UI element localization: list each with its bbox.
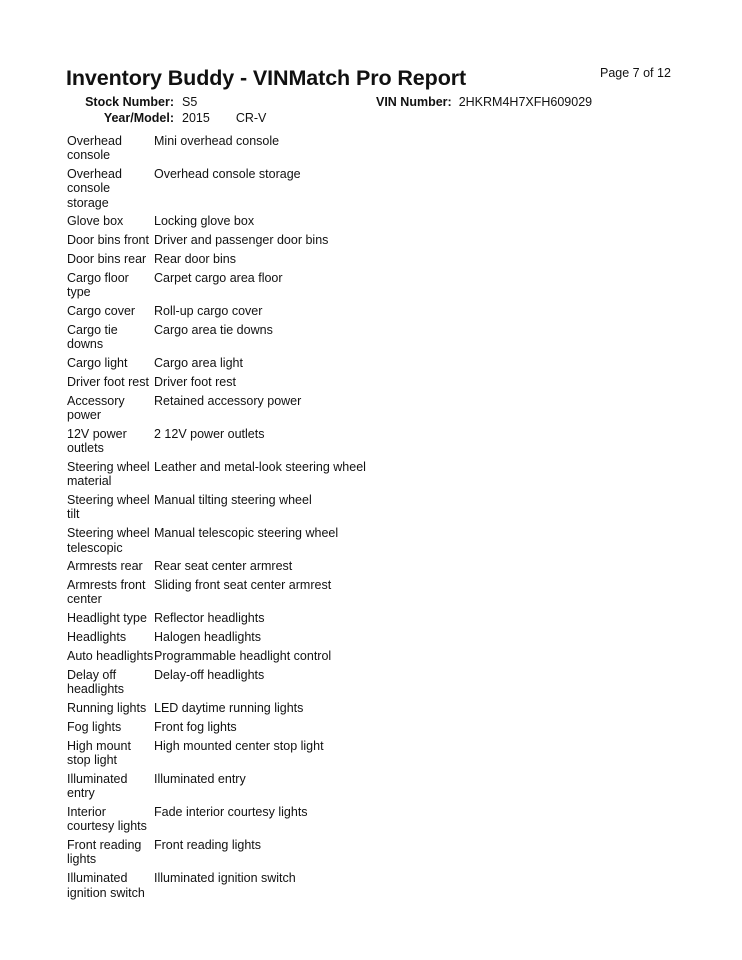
feature-name: Overhead console	[67, 134, 122, 163]
feature-row	[67, 559, 447, 573]
feature-value: High mounted center stop light	[154, 738, 324, 753]
feature-value: 2 12V power outlets	[154, 427, 265, 442]
feature-name: Illuminated entry	[67, 772, 128, 801]
feature-value: Fade interior courtesy lights	[154, 805, 308, 820]
feature-value: Driver foot rest	[154, 375, 236, 390]
vin-number	[376, 95, 592, 109]
feature-value: Retained accessory power	[154, 393, 302, 408]
feature-value: Roll-up cargo cover	[154, 304, 263, 319]
feature-row	[67, 630, 447, 644]
feature-name: Cargo floor type	[67, 271, 129, 300]
feature-row	[67, 838, 447, 866]
feature-name: Fog lights	[67, 720, 122, 735]
feature-row	[67, 252, 447, 266]
feature-name: Door bins rear	[67, 252, 147, 267]
feature-name: Auto headlights	[67, 649, 154, 664]
feature-value: Carpet cargo area floor	[154, 271, 283, 286]
feature-row	[67, 375, 447, 389]
feature-row	[67, 134, 447, 162]
feature-list	[67, 134, 447, 904]
feature-value: Cargo area tie downs	[154, 323, 273, 338]
stock-number-value: S5	[182, 95, 198, 109]
year-model-label: Year/Model:	[103, 111, 174, 125]
feature-row	[67, 394, 447, 422]
feature-name: Overhead console storage	[67, 167, 122, 210]
stock-number	[66, 95, 197, 109]
feature-name: Delay off headlights	[67, 668, 124, 697]
feature-value: Overhead console storage	[154, 167, 301, 182]
feature-value: Cargo area light	[154, 356, 243, 371]
feature-value: Rear seat center armrest	[154, 559, 293, 574]
feature-name: Running lights	[67, 701, 147, 716]
year-model	[66, 111, 266, 125]
feature-value: Locking glove box	[154, 214, 255, 229]
feature-value: Front reading lights	[154, 838, 262, 853]
feature-name: Headlights	[67, 630, 127, 645]
feature-row	[67, 233, 447, 247]
feature-value: Manual tilting steering wheel	[154, 493, 312, 508]
feature-value: Driver and passenger door bins	[154, 233, 329, 248]
feature-row	[67, 701, 447, 715]
feature-value: Rear door bins	[154, 252, 236, 267]
feature-row	[67, 805, 447, 833]
feature-name: Steering wheel tilt	[67, 493, 150, 522]
feature-row	[67, 611, 447, 625]
model-value: CR-V	[235, 111, 267, 125]
feature-name: Glove box	[67, 214, 124, 229]
feature-row	[67, 649, 447, 663]
vin-number-value: 2HKRM4H7XFH609029	[458, 95, 593, 109]
feature-row	[67, 167, 447, 210]
feature-row	[67, 323, 447, 351]
feature-value: LED daytime running lights	[154, 701, 304, 716]
feature-name: 12V power outlets	[67, 427, 127, 456]
feature-name: Illuminated ignition switch	[67, 871, 145, 900]
feature-row	[67, 772, 447, 800]
feature-name: Armrests front center	[67, 578, 146, 607]
feature-row	[67, 493, 447, 521]
feature-name: Cargo cover	[67, 304, 136, 319]
feature-name: Cargo light	[67, 356, 128, 371]
feature-row	[67, 214, 447, 228]
feature-value: Sliding front seat center armrest	[154, 578, 332, 593]
feature-name: Interior courtesy lights	[67, 805, 147, 834]
feature-name: Door bins front	[67, 233, 149, 248]
feature-row	[67, 356, 447, 370]
feature-value: Programmable headlight control	[154, 649, 332, 664]
feature-name: Steering wheel telescopic	[67, 526, 150, 555]
feature-row	[67, 304, 447, 318]
feature-row	[67, 871, 447, 899]
feature-name: Driver foot rest	[67, 375, 149, 390]
feature-row	[67, 427, 447, 455]
feature-name: Steering wheel material	[67, 460, 150, 489]
feature-row	[67, 526, 447, 554]
feature-value: Mini overhead console	[154, 134, 280, 148]
feature-row	[67, 720, 447, 734]
feature-value: Front fog lights	[154, 720, 237, 735]
feature-value: Reflector headlights	[154, 611, 265, 626]
feature-value: Leather and metal-look steering wheel	[154, 460, 366, 475]
feature-row	[67, 739, 447, 767]
feature-name: Headlight type	[67, 611, 147, 626]
feature-row	[67, 578, 447, 606]
feature-name: Armrests rear	[67, 559, 143, 574]
feature-value: Delay-off headlights	[154, 668, 265, 683]
feature-row	[67, 460, 447, 488]
stock-number-label: Stock Number:	[85, 95, 174, 109]
feature-row	[67, 271, 447, 299]
feature-name: Front reading lights	[67, 838, 142, 867]
feature-value: Illuminated entry	[154, 772, 246, 787]
feature-value: Illuminated ignition switch	[154, 871, 296, 886]
feature-name: High mount stop light	[67, 738, 131, 768]
feature-value: Halogen headlights	[154, 630, 262, 645]
feature-name: Accessory power	[67, 393, 125, 423]
vin-number-label: VIN Number:	[376, 95, 452, 109]
feature-value: Manual telescopic steering wheel	[154, 526, 339, 541]
report-title: Inventory Buddy - VINMatch Pro Report	[66, 66, 467, 90]
feature-row	[67, 668, 447, 696]
feature-name: Cargo tie downs	[67, 323, 118, 352]
year-value: 2015	[182, 111, 210, 125]
page-number: Page 7 of 12	[600, 66, 671, 80]
